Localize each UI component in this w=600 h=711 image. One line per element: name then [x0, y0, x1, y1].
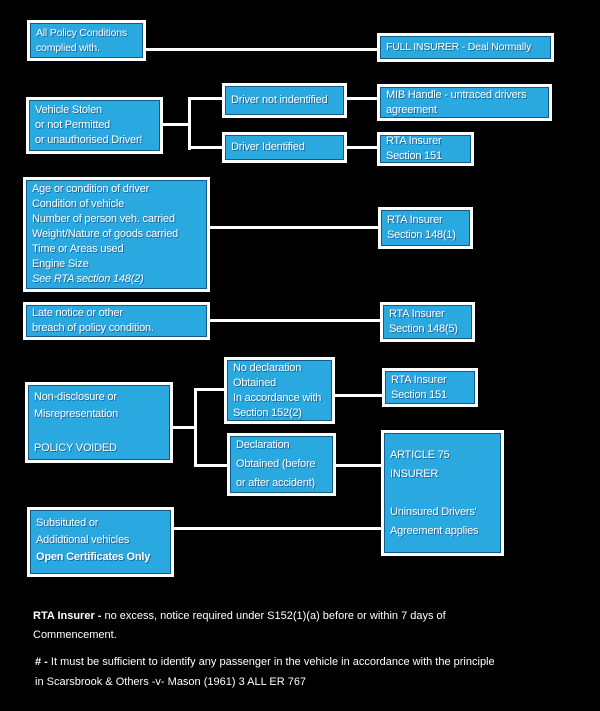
- connector-nodeclaration-rta151: [335, 394, 382, 397]
- node-mib-handle: [377, 84, 552, 121]
- node-text-line: Driver not indentified: [231, 94, 328, 106]
- node-vehicle-stolen: [26, 97, 163, 154]
- node-text-line: or after accident): [236, 477, 315, 489]
- footnote-rta-insurer-line1: no excess, notice required under S152(1)(a) before or within 7 days of: [104, 610, 446, 622]
- node-text-line: breach of policy condition.: [32, 322, 154, 334]
- node-text-line: RTA Insurer: [389, 308, 445, 320]
- node-text-line: No declaration: [233, 361, 302, 374]
- node-substituted-vehicles: [27, 507, 174, 577]
- node-text-line: Late notice or other: [32, 307, 123, 319]
- node-text-line: Section 151: [391, 388, 447, 401]
- connector-declaration-article75: [336, 464, 381, 467]
- node-text-line: or unauthorised Driver!: [35, 134, 143, 146]
- node-text-line: Time or Areas used: [32, 243, 124, 255]
- node-text-line: ARTICLE 75: [390, 448, 450, 461]
- node-rta-insurer-148-1: [378, 207, 473, 249]
- node-text-line: Engine Size: [32, 258, 89, 270]
- node-text-line: Misrepresentation: [34, 407, 119, 420]
- connector-branch-driver-not-identified: [188, 97, 222, 100]
- node-text-line: RTA Insurer: [391, 373, 447, 386]
- node-text-line: Driver Identified: [231, 141, 305, 153]
- connector-drivernotid-mib: [347, 97, 377, 100]
- node-text-line: FULL INSURER - Deal Normally: [386, 41, 532, 53]
- node-text-line: complied with.: [36, 41, 100, 54]
- node-text-line: Addidtional vehicles: [36, 534, 130, 546]
- footnote-rta-insurer-line2: Commencement.: [33, 629, 117, 641]
- node-text-line: In accordance with: [233, 391, 322, 404]
- node-text-line: Condition of vehicle: [32, 198, 125, 210]
- connector-substituted-article75: [174, 527, 381, 530]
- node-text-line: Subsituted or: [36, 517, 99, 529]
- footnote-passenger-identification: [35, 652, 580, 692]
- node-text-line: Number of person veh. carried: [32, 213, 175, 225]
- node-text-line: [34, 423, 166, 440]
- node-rta-insurer-148-5: [380, 302, 475, 342]
- node-text-line: agreement: [386, 103, 437, 116]
- node-declaration-obtained: [227, 433, 336, 496]
- connector-conditions-rta1481: [210, 226, 378, 229]
- connector-branch-driver-identified: [188, 146, 222, 149]
- connector-vehiclestolen-vertical: [188, 97, 191, 150]
- node-text-line: Uninsured Drivers': [390, 505, 477, 518]
- node-text-line: INSURER: [390, 467, 439, 480]
- footnote-rta-insurer: [33, 607, 563, 645]
- node-driver-identified: [222, 132, 347, 163]
- node-text-line: Section 151: [386, 150, 442, 162]
- node-text-line: Declaration: [236, 439, 290, 451]
- node-text-line: Section 152(2): [233, 406, 302, 419]
- node-article-75-insurer: [381, 430, 504, 556]
- node-text-line: Age or condition of driver: [32, 183, 150, 195]
- node-text-line: POLICY VOIDED: [34, 441, 117, 454]
- node-text-line: Obtained (before: [236, 458, 316, 470]
- node-non-disclosure: [25, 382, 173, 463]
- node-text-line: Non-disclosure or: [34, 390, 117, 403]
- node-all-policy-conditions: [27, 20, 146, 61]
- connector-allpolicy-fullinsurer: [146, 48, 377, 51]
- node-text-line: RTA Insurer: [386, 135, 442, 147]
- node-text-line: or not Permitted: [35, 119, 111, 131]
- node-text-line: Section 148(1): [387, 229, 456, 241]
- connector-driverid-rta151: [347, 146, 377, 149]
- connector-latenotice-rta1485: [210, 319, 380, 322]
- node-late-notice: [23, 302, 210, 340]
- node-text-line: See RTA section 148(2): [32, 273, 144, 285]
- connector-nondisclosure-vertical: [194, 388, 197, 467]
- connector-vehiclestolen-stub: [160, 123, 190, 126]
- node-text-line: All Policy Conditions: [36, 26, 127, 39]
- footnote-rta-insurer-bold: RTA Insurer -: [33, 610, 105, 622]
- node-driver-not-identified: [222, 83, 347, 118]
- footnote-passenger-line1: It must be sufficient to identify any passenger in the vehicle in accordance with the principle: [50, 656, 495, 668]
- node-rta-insurer-151-top: [377, 132, 474, 166]
- footnote-passenger-bold: # -: [35, 656, 51, 668]
- node-text-line: Agreement applies: [390, 524, 479, 537]
- node-text-line: Section 148(5): [389, 323, 458, 335]
- footnote-passenger-line2: in Scarsbrook & Others -v- Mason (1961) 3 ALL ER 767: [35, 676, 307, 688]
- node-text-line: Weight/Nature of goods carried: [32, 228, 179, 240]
- connector-branch-no-declaration: [194, 388, 224, 391]
- node-text-line: Vehicle Stolen: [35, 104, 102, 116]
- node-text-line: Obtained: [233, 376, 277, 389]
- node-no-declaration: [224, 357, 335, 424]
- node-text-line: MIB Handle - untraced drivers: [386, 88, 527, 101]
- node-text-line: Open Certificates Only: [36, 551, 151, 563]
- node-text-line: RTA Insurer: [387, 214, 443, 226]
- node-text-line: [390, 484, 497, 503]
- node-policy-conditions-list: [23, 177, 210, 292]
- node-rta-insurer-151-bottom: [382, 368, 478, 407]
- connector-branch-declaration: [194, 464, 227, 467]
- node-full-insurer: [377, 33, 554, 62]
